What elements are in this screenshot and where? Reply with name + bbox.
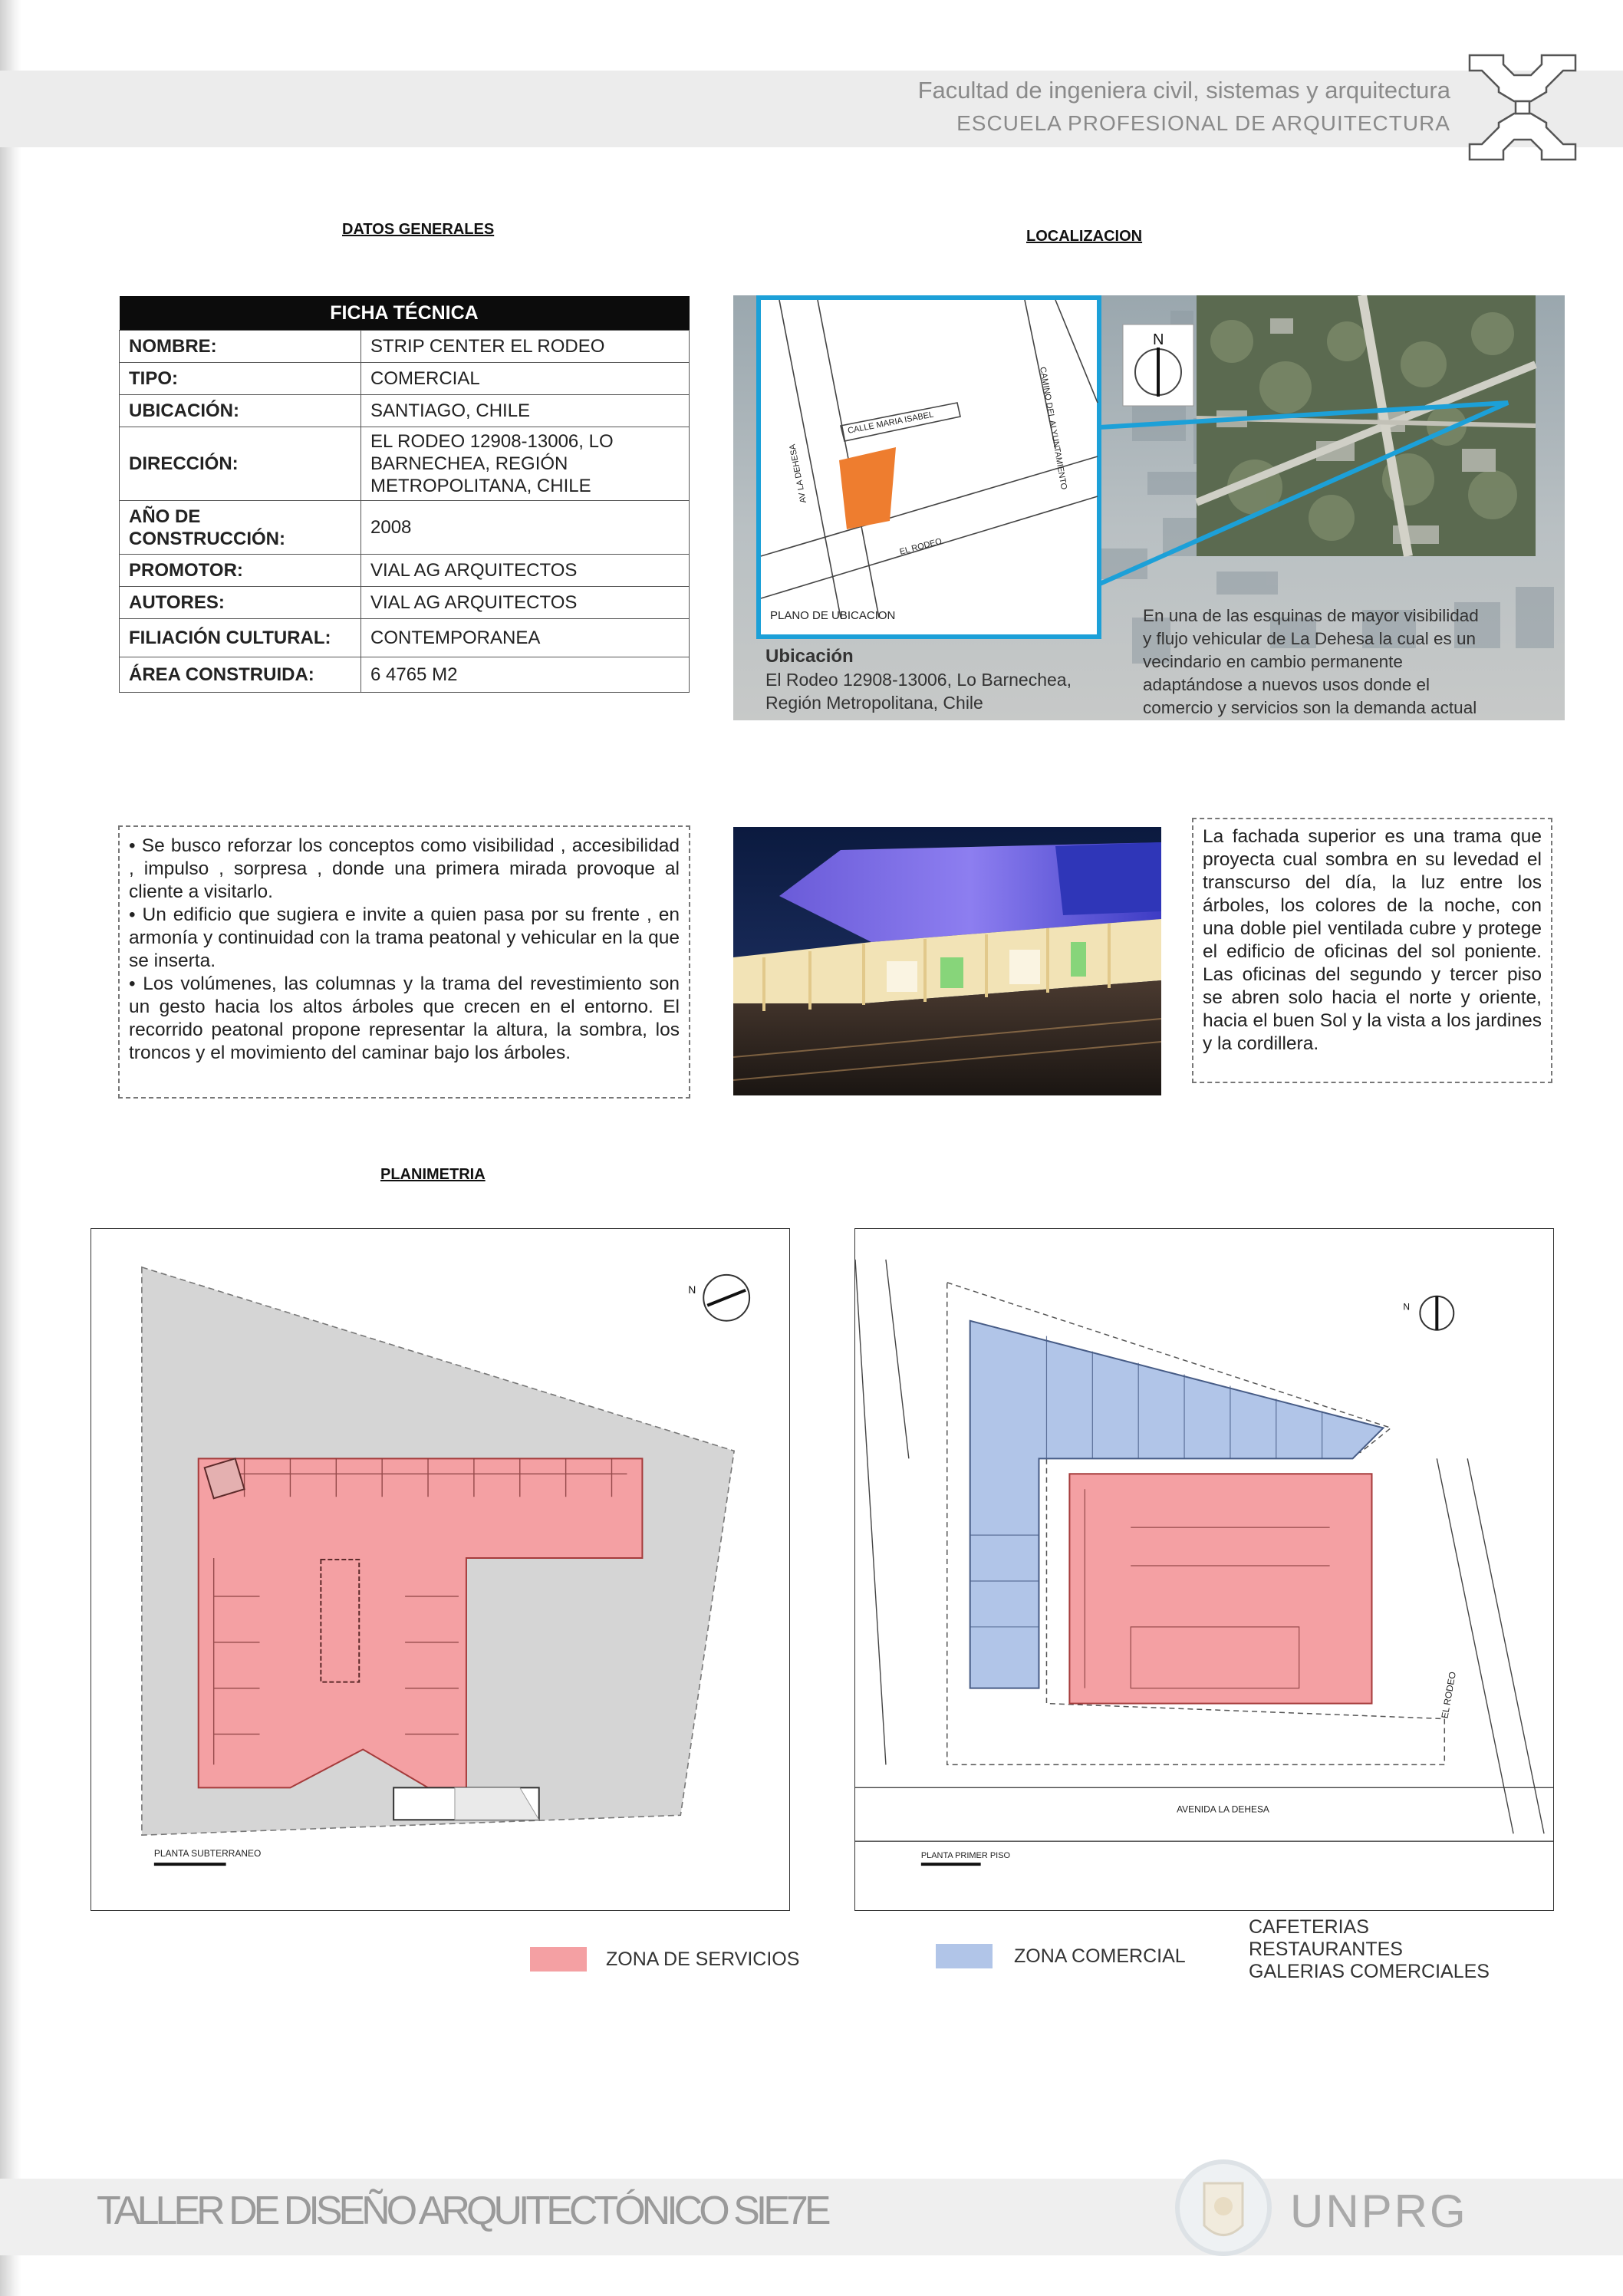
- table-row: [120, 657, 690, 693]
- concept-text-box: [118, 825, 690, 1099]
- north-label: N: [1153, 331, 1164, 348]
- ficha-value: VIAL AG ARQUITECTOS: [361, 587, 690, 619]
- location-caption: adaptándose a nuevos usos donde el: [1143, 675, 1430, 694]
- table-row: [120, 427, 690, 501]
- ficha-tecnica-table: [119, 296, 690, 693]
- footer-university: UNPRG: [1290, 2186, 1468, 2237]
- table-row: [120, 331, 690, 363]
- concept-paragraph: • Un edificio que sugiera e invite a quien pasa por su frente , en armonía y continuidad con la trama peatonal y vehicular en la que se inserta.: [129, 904, 680, 971]
- faculty-logo-icon: [1467, 54, 1579, 161]
- street-label: AVENIDA LA DEHESA: [1177, 1804, 1269, 1815]
- street-label: CALLE MARIA ISABEL: [847, 410, 935, 436]
- plan-label: PLANTA SUBTERRANEO: [153, 1848, 262, 1860]
- north-label: N: [1403, 1301, 1411, 1313]
- table-row: [120, 587, 690, 619]
- table-row: [120, 395, 690, 427]
- ficha-key: FILIACIÓN CULTURAL:: [120, 619, 361, 657]
- ficha-title: FICHA TÉCNICA: [120, 296, 690, 331]
- ficha-key: DIRECCIÓN:: [120, 427, 361, 501]
- ficha-key: UBICACIÓN:: [120, 395, 361, 427]
- ubicacion-title: Ubicación: [765, 646, 854, 667]
- legend-comercial: ZONA COMERCIAL: [1014, 1945, 1186, 1967]
- concept-paragraph: • Los volúmenes, las columnas y la trama del revestimiento son un gesto hacia los altos árboles que crecen en el entorno. El recorrido peatonal propone representar la altura, la sombra, los troncos y el movimiento del caminar bajo los árboles.: [129, 973, 680, 1063]
- legend-list-item: GALERIAS COMERCIALES: [1249, 1961, 1490, 1982]
- ficha-value: 2008: [361, 501, 690, 555]
- legend-servicios: ZONA DE SERVICIOS: [606, 1948, 800, 1970]
- ficha-key: AÑO DE CONSTRUCCIÓN:: [120, 501, 361, 555]
- ficha-value: VIAL AG ARQUITECTOS: [361, 555, 690, 587]
- ficha-key: NOMBRE:: [120, 331, 361, 363]
- ficha-key: AUTORES:: [120, 587, 361, 619]
- plano-label: PLANO DE UBICACION: [770, 609, 896, 622]
- ficha-value: CONTEMPORANEA: [361, 619, 690, 657]
- ficha-key: TIPO:: [120, 363, 361, 395]
- ubicacion-line: Región Metropolitana, Chile: [765, 693, 983, 713]
- page-edge-shadow: [0, 0, 21, 2296]
- ficha-key: PROMOTOR:: [120, 555, 361, 587]
- ubicacion-line: El Rodeo 12908-13006, Lo Barnechea,: [765, 670, 1072, 690]
- school-title: ESCUELA PROFESIONAL DE ARQUITECTURA: [956, 111, 1450, 135]
- facade-night-photo: [733, 827, 1161, 1095]
- ficha-value: SANTIAGO, CHILE: [361, 395, 690, 427]
- site-lot: [839, 447, 896, 529]
- zona-servicios-area: [1069, 1474, 1371, 1703]
- ficha-value: STRIP CENTER EL RODEO: [361, 331, 690, 363]
- section-title-planimetria: PLANIMETRIA: [380, 1166, 486, 1183]
- table-row: [120, 363, 690, 395]
- section-title-localizacion: LOCALIZACION: [1026, 228, 1143, 245]
- ficha-key: ÁREA CONSTRUIDA:: [120, 657, 361, 693]
- section-title-datos: DATOS GENERALES: [342, 221, 495, 238]
- location-caption: y flujo vehicular de La Dehesa la cual es un: [1143, 629, 1477, 648]
- plan-primer-piso: [854, 1228, 1554, 1911]
- university-seal-icon: [1174, 2153, 1273, 2268]
- location-map: [733, 295, 1565, 720]
- street-label: EL RODEO: [1439, 1671, 1458, 1720]
- legend-list-item: RESTAURANTES: [1249, 1939, 1403, 1960]
- footer-course-title: TALLER DE DISEÑO ARQUITECTÓNICO SIE7E: [97, 2189, 828, 2233]
- plan-label: PLANTA PRIMER PISO: [920, 1851, 1011, 1861]
- ficha-value: EL RODEO 12908-13006, LO BARNECHEA, REGIÓN METROPOLITANA, CHILE: [361, 427, 690, 501]
- ficha-value: COMERCIAL: [361, 363, 690, 395]
- north-label: N: [688, 1283, 696, 1296]
- table-row: [120, 501, 690, 555]
- legend-list-item: CAFETERIAS: [1249, 1916, 1369, 1938]
- facade-text-box: La fachada superior es una trama que proyecta cual sombra en su levedad el transcurso del día, la luz entre los árboles, los colores de la noche, con una doble piel ventilada cubre y protege el edificio de oficinas del sol poniente. Las oficinas del segundo y tercer piso se abren solo hacia el norte y oriente, hacia el buen Sol y la vista a los jardines y la cordillera.: [1192, 818, 1552, 1083]
- plan-inset: [759, 298, 1099, 637]
- location-caption: En una de las esquinas de mayor visibilidad: [1143, 606, 1479, 625]
- location-caption: vecindario en cambio permanente: [1143, 652, 1403, 671]
- table-row: [120, 555, 690, 587]
- faculty-title: Facultad de ingeniera civil, sistemas y arquitectura: [917, 77, 1450, 104]
- street-label: EL RODEO: [898, 536, 943, 557]
- plan-subterraneo: [91, 1228, 790, 1911]
- legend-swatch-comercial: [936, 1944, 993, 1968]
- location-caption: comercio y servicios son la demanda actual: [1143, 698, 1477, 717]
- ficha-value: 6 4765 M2: [361, 657, 690, 693]
- legend-swatch-servicios: [530, 1947, 587, 1972]
- street-label: AV LA DEHESA: [788, 443, 808, 504]
- table-row: [120, 619, 690, 657]
- concept-paragraph: • Se busco reforzar los conceptos como visibilidad , accesibilidad , impulso , sorpresa , donde una primera mirada provoque al cliente a visitarlo.: [129, 835, 680, 902]
- street-label: CAMINO DEL ALYUNTAMIENTO: [1038, 366, 1069, 491]
